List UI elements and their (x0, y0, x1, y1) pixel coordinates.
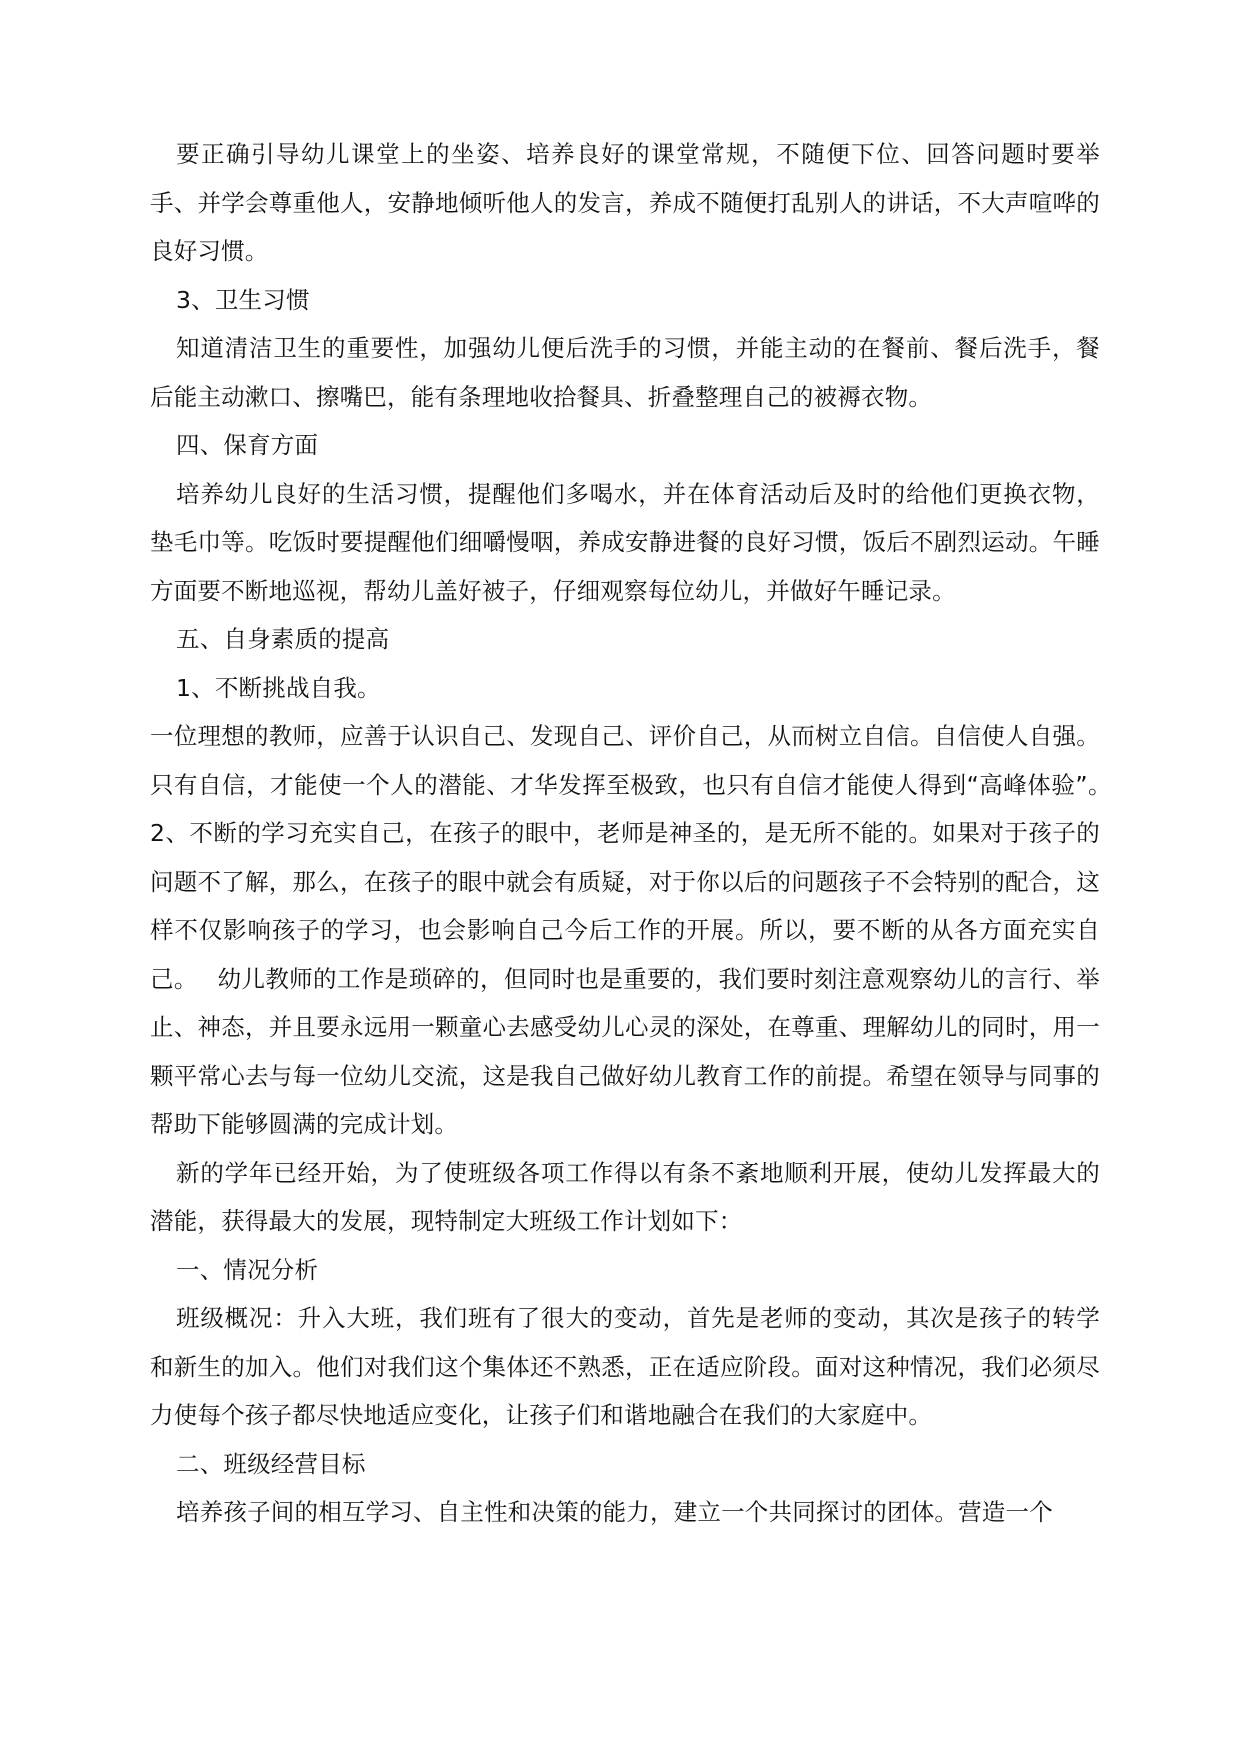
heading-situation-analysis: 一、情况分析 (176, 1255, 319, 1284)
heading-class-goals: 二、班级经营目标 (176, 1449, 366, 1478)
heading-hygiene-habits: 3、卫生习惯 (176, 285, 310, 314)
paragraph-classroom-posture: 要正确引导幼儿课堂上的坐姿、培养良好的课堂常规，不随便下位、回答问题时要举手、并学会尊重他人，安静地倾听他人的发言，养成不随便打乱别人的讲话，不大声喧哗的良好习惯。 (150, 140, 1100, 265)
paragraph-class-goals: 培养孩子间的相互学习、自主性和决策的能力，建立一个共同探讨的团体。营造一个 (176, 1498, 1053, 1526)
paragraph-ideal-teacher: 一位理想的教师，应善于认识自己、发现自己、评价自己，从而树立自信。自信使人自强。只有自信，才能使一个人的潜能、才华发挥至极致，也只有自信才能使人得到“高峰体验”。 2、不断的学习充实自己，在孩子的眼中，老师是神圣的，是无所不能的。如果对于孩子的问题不了解，那么，在孩子的眼中就会有质疑，对于你以后的问题孩子不会特别的配合，这样不仅影响孩子的学习，也会影响自己今后工作的开展。所以，要不断的从各方面充实自己。 幼儿教师的工作是琐碎的，但同时也是重要的，我们要时刻注意观察幼儿的言行、举止、神态，并且要永远用一颗童心去感受幼儿心灵的深处，在尊重、理解幼儿的同时，用一颗平常心去与每一位幼儿交流，这是我自己做好幼儿教育工作的前提。希望在领导与同事的帮助下能够圆满的完成计划。 (150, 722, 1132, 1138)
heading-self-improvement: 五、自身素质的提高 (176, 625, 390, 653)
heading-childcare: 四、保育方面 (176, 431, 319, 459)
paragraph-hygiene: 知道清洁卫生的重要性，加强幼儿便后洗手的习惯，并能主动的在餐前、餐后洗手，餐后能主动漱口、擦嘴巴，能有条理地收拾餐具、折叠整理自己的被褥衣物。 (150, 334, 1100, 411)
document-body (150, 130, 1132, 1537)
paragraph-childcare: 培养幼儿良好的生活习惯，提醒他们多喝水，并在体育活动后及时的给他们更换衣物，垫毛巾等。吃饭时要提醒他们细嚼慢咽，养成安静进餐的良好习惯，饭后不剧烈运动。午睡方面要不断地巡视，帮幼儿盖好被子，仔细观察每位幼儿，并做好午睡记录。 (150, 479, 1100, 605)
paragraph-class-overview: 班级概况：升入大班，我们班有了很大的变动，首先是老师的变动，其次是孩子的转学和新生的加入。他们对我们这个集体还不熟悉，正在适应阶段。面对这种情况，我们必须尽力使每个孩子都尽快地适应变化，让孩子们和谐地融合在我们的大家庭中。 (150, 1304, 1100, 1429)
paragraph-new-school-year: 新的学年已经开始，为了使班级各项工作得以有条不紊地顺利开展，使幼儿发挥最大的潜能，获得最大的发展，现特制定大班级工作计划如下： (150, 1158, 1100, 1235)
heading-challenge-self: 1、不断挑战自我。 (176, 673, 381, 702)
